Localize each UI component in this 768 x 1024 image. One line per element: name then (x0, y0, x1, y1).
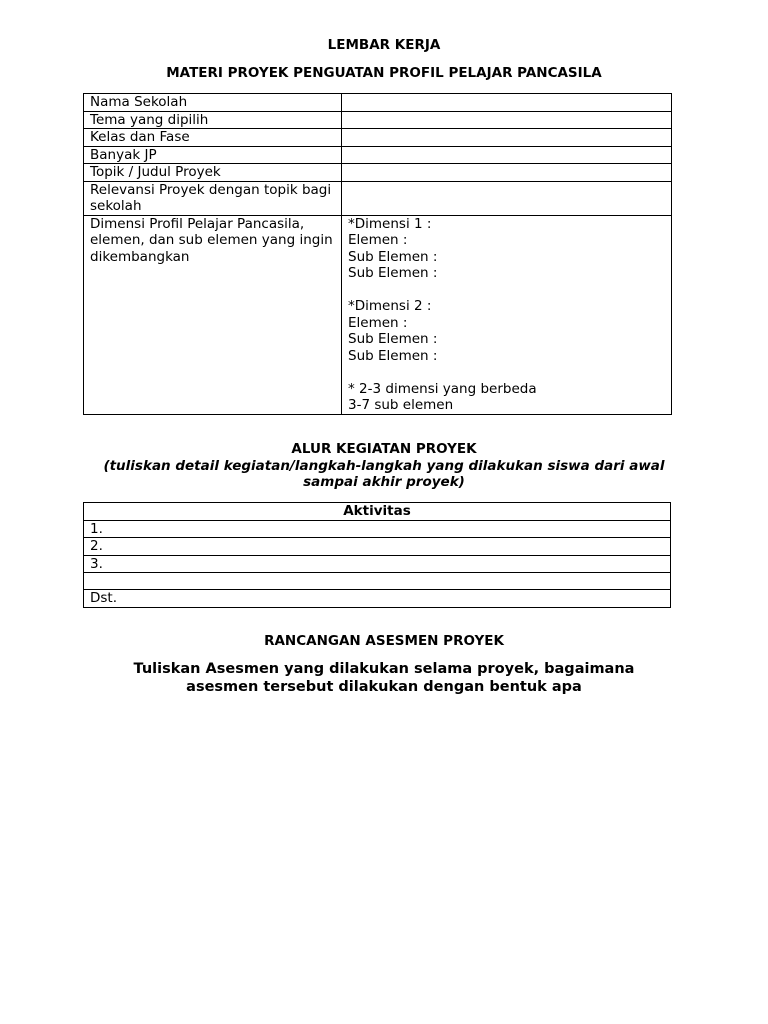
field-banyak-jp[interactable] (342, 146, 672, 164)
activity-header: Aktivitas (84, 503, 671, 521)
field-relevansi[interactable] (342, 181, 672, 215)
field-tema[interactable] (342, 111, 672, 129)
label-tema: Tema yang dipilih (84, 111, 342, 129)
document-title: LEMBAR KERJA (327, 37, 441, 53)
field-kelas-fase[interactable] (342, 129, 672, 147)
label-kelas-fase: Kelas dan Fase (84, 129, 342, 147)
asesmen-title: RANCANGAN ASESMEN PROYEK (264, 633, 504, 649)
label-banyak-jp: Banyak JP (84, 146, 342, 164)
activity-row[interactable] (84, 573, 671, 590)
alur-note: (tuliskan detail kegiatan/langkah-langkah yang dilakukan siswa dari awal sampai akhir proyek) (103, 458, 665, 490)
asesmen-instruction: Tuliskan Asesmen yang dilakukan selama proyek, bagaimana asesmen tersebut dilakukan dengan bentuk apa (133, 661, 635, 695)
field-topik-judul[interactable] (342, 164, 672, 182)
field-nama-sekolah[interactable] (342, 94, 672, 112)
project-info-table (83, 93, 672, 415)
label-relevansi: Relevansi Proyek dengan topik bagi sekolah (84, 181, 342, 215)
activity-row[interactable]: 2. (84, 538, 671, 556)
alur-title: ALUR KEGIATAN PROYEK (291, 441, 477, 457)
activity-row[interactable]: 3. (84, 555, 671, 573)
field-dimensi-profil[interactable]: *Dimensi 1 : Elemen : Sub Elemen : Sub Elemen : *Dimensi 2 : Elemen : Sub Elemen : Sub Elemen : * 2-3 dimensi yang berbeda 3-7 sub elemen (342, 215, 672, 414)
label-nama-sekolah: Nama Sekolah (84, 94, 342, 112)
activity-row[interactable]: 1. (84, 520, 671, 538)
label-topik-judul: Topik / Judul Proyek (84, 164, 342, 182)
activity-row[interactable]: Dst. (84, 590, 671, 608)
document-subtitle: MATERI PROYEK PENGUATAN PROFIL PELAJAR PANCASILA (166, 65, 602, 81)
label-dimensi-profil: Dimensi Profil Pelajar Pancasila, elemen, dan sub elemen yang ingin dikembangkan (84, 215, 342, 414)
activity-table (83, 502, 671, 608)
